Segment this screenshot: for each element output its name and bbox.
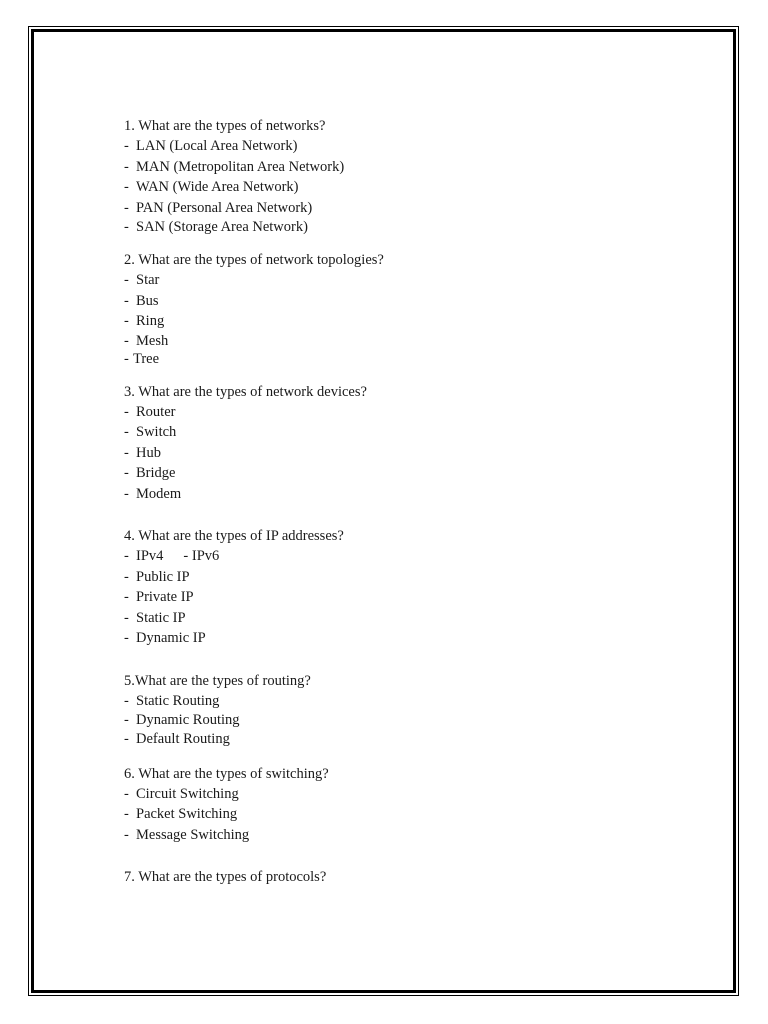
- list-item: [124, 198, 684, 219]
- list-item: [124, 711, 684, 729]
- bullet-dash: -: [124, 138, 129, 154]
- item-text: Packet Switching: [136, 806, 238, 822]
- item-text: Hub: [136, 444, 161, 461]
- list-item: [124, 825, 684, 846]
- list-item: [124, 443, 684, 464]
- list-item: [124, 691, 684, 712]
- list-item: [124, 291, 684, 312]
- list-item: [124, 422, 684, 443]
- item-text: Dynamic IP: [136, 630, 206, 646]
- question-heading: 3. What are the types of network devices?: [124, 383, 367, 400]
- section-routing: [124, 671, 684, 750]
- list-item: [124, 784, 684, 805]
- list-item: [124, 463, 684, 484]
- document-body: [124, 116, 684, 887]
- section-networks: [124, 116, 684, 236]
- item-text: Static Routing: [136, 692, 220, 709]
- bullet-dash-inline: -: [183, 548, 189, 564]
- item-text: PAN (Personal Area Network): [136, 199, 313, 216]
- item-text: Bus: [136, 292, 159, 309]
- question-heading: 2. What are the types of network topologies?: [124, 252, 384, 268]
- list-item: [124, 157, 684, 178]
- item-text: Default Routing: [136, 731, 230, 747]
- list-item: [124, 567, 684, 588]
- list-item: [124, 136, 684, 157]
- bullet-dash: -: [124, 731, 129, 747]
- list-item: [124, 177, 684, 198]
- bullet-dash: -: [124, 485, 129, 502]
- item-text: SAN (Storage Area Network): [136, 219, 308, 235]
- item-text: Router: [136, 403, 176, 420]
- bullet-dash: -: [124, 806, 129, 822]
- bullet-dash: -: [124, 692, 129, 709]
- item-text: Static IP: [136, 609, 186, 626]
- bullet-dash: -: [124, 568, 129, 585]
- list-item: [124, 804, 684, 825]
- bullet-dash: -: [124, 158, 129, 175]
- item-text: Tree: [133, 350, 160, 367]
- bullet-dash: -: [124, 179, 129, 195]
- list-item: [124, 484, 684, 505]
- list-item: [124, 350, 684, 368]
- list-item: [124, 546, 684, 567]
- bullet-dash: -: [124, 219, 129, 235]
- section-switching: [124, 764, 684, 846]
- question-heading: 4. What are the types of IP addresses?: [124, 528, 344, 544]
- bullet-dash: -: [124, 272, 129, 288]
- item-text: Ring: [136, 313, 165, 329]
- list-item: [124, 218, 684, 236]
- item-text: Modem: [136, 485, 182, 502]
- section-topologies: [124, 250, 684, 368]
- bullet-dash: -: [124, 785, 129, 802]
- list-item: [124, 628, 684, 649]
- list-item: [124, 587, 684, 608]
- bullet-dash: -: [124, 292, 129, 309]
- bullet-dash: -: [124, 350, 129, 367]
- item-text: Private IP: [136, 589, 194, 605]
- list-item: [124, 402, 684, 423]
- bullet-dash: -: [124, 424, 129, 440]
- section-ip-addresses: [124, 526, 684, 649]
- list-item: [124, 608, 684, 629]
- item-text: Bridge: [136, 465, 176, 481]
- list-item: [124, 332, 684, 350]
- item-text: IPv6: [191, 548, 220, 564]
- item-text: WAN (Wide Area Network): [136, 179, 299, 195]
- bullet-dash: -: [124, 826, 129, 843]
- bullet-dash: -: [124, 332, 129, 349]
- list-item: [124, 729, 684, 750]
- bullet-dash: -: [124, 548, 129, 564]
- item-text: IPv4: [136, 548, 164, 564]
- bullet-dash: -: [124, 313, 129, 329]
- item-text: LAN (Local Area Network): [136, 138, 298, 154]
- question-heading: 5.What are the types of routing?: [124, 672, 311, 689]
- list-item: [124, 270, 684, 291]
- bullet-dash: -: [124, 444, 129, 461]
- question-heading: 7. What are the types of protocols?: [124, 869, 327, 885]
- list-item: [124, 311, 684, 332]
- item-text: Mesh: [136, 332, 169, 349]
- question-heading: 1. What are the types of networks?: [124, 118, 326, 134]
- item-text: Message Switching: [136, 826, 250, 843]
- bullet-dash: -: [124, 712, 129, 728]
- bullet-dash: -: [124, 589, 129, 605]
- bullet-dash: -: [124, 630, 129, 646]
- section-protocols: [124, 867, 684, 887]
- bullet-dash: -: [124, 199, 129, 216]
- question-heading: 6. What are the types of switching?: [124, 765, 329, 782]
- item-text: Dynamic Routing: [136, 712, 240, 728]
- bullet-dash: -: [124, 465, 129, 481]
- section-devices: [124, 382, 684, 505]
- bullet-dash: -: [124, 609, 129, 626]
- item-text: MAN (Metropolitan Area Network): [136, 158, 345, 175]
- item-text: Star: [136, 272, 160, 288]
- item-text: Public IP: [136, 568, 190, 585]
- item-text: Circuit Switching: [136, 785, 239, 802]
- item-text: Switch: [136, 424, 177, 440]
- bullet-dash: -: [124, 403, 129, 420]
